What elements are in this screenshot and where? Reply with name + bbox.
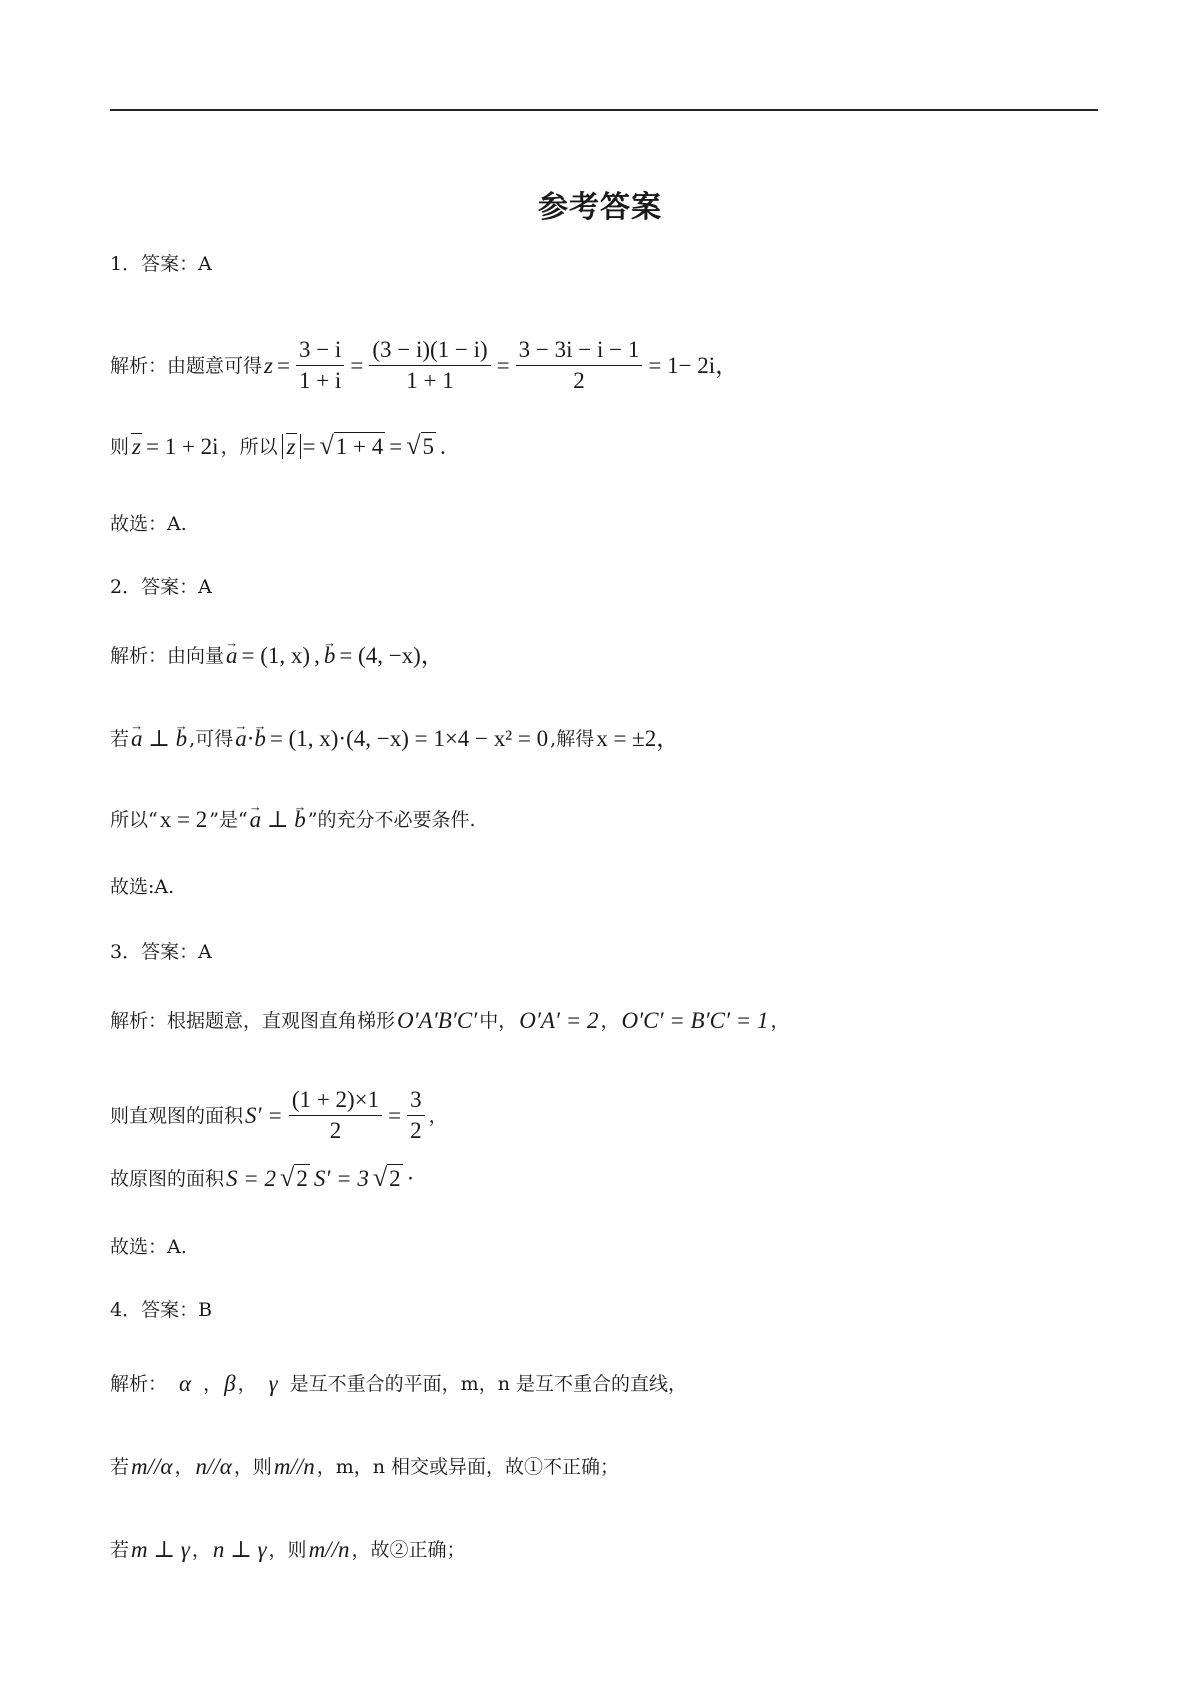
- q1-frac2: $\frac{(3 - i)(1 - i)}{1 + 1}$: [369, 335, 490, 396]
- q2-answer: 2．答案：A: [110, 576, 212, 598]
- q1-frac3: $\frac{3 - 3i - i - 1}{2}$: [516, 335, 643, 396]
- q1-result: = 1− 2i，: [648, 352, 739, 378]
- q2-line2-prefix: 若: [110, 728, 130, 750]
- q3-original-area-line: 故原图的面积 S = 2 √ 2 S′ = 3 √ 2 ·: [110, 1163, 415, 1192]
- q2-solution: x = ±2，: [596, 726, 680, 751]
- q2-analysis-line: 解析：由向量 → a = (1, x) , → b = (4, −x)，: [110, 642, 446, 670]
- q4-case2-line: 若 m ⊥ γ ， n ⊥ γ ，则 m//n ，故②正确；: [110, 1537, 466, 1562]
- q1-analysis-line: 解析：由题意可得 z = $\frac{3 - i}{1 + i}$ = $\frac{(3 - i)(1 - i)}{1 + 1}$ = $\frac{3 - 3i - i - 1}{2}$ = 1− 2i，: [110, 335, 740, 396]
- q3-oa: O′A′ = 2: [519, 1008, 599, 1033]
- q3-trapezoid: O′A′B′C′: [397, 1008, 478, 1033]
- q2-dot-line: 若 → a ⊥ → b ,可得 → a·→ b = (1, x)·(4, −x) = 1×4 − x² = 0 ,解得 x = ±2，: [110, 725, 681, 753]
- q1-line2-mid: ，所以: [220, 435, 278, 458]
- q3-frac2: $\frac{3}{2}$: [407, 1085, 425, 1146]
- q3-answer: 3．答案：A: [110, 941, 212, 963]
- q1-conclusion: 故选：A.: [110, 513, 187, 535]
- q2-vec-a: = (1, x): [241, 643, 311, 668]
- q1-z: z: [264, 352, 273, 378]
- q2-line2-suffix: ,解得: [550, 728, 595, 750]
- q4-case1-line: 若 m//α ， n//α ，则 m//n ，m，n 相交或异面，故①不正确；: [110, 1454, 620, 1479]
- q2-condition-line: 所以“ x = 2 ”是“ → a ⊥ → b ”的充分不必要条件.: [110, 806, 476, 834]
- q4-analysis-line: 解析： α ， β ， γ 是互不重合的平面，m，n 是互不重合的直线，: [110, 1371, 687, 1396]
- q1-line2-prefix: 则: [110, 435, 130, 458]
- q3-s-prime: S′ =: [245, 1102, 283, 1128]
- header-rule: [110, 109, 1098, 111]
- q1-analysis-prefix: 解析：由题意可得: [110, 354, 263, 377]
- q1-sqrt-1-4: √ 1 + 4: [319, 431, 384, 460]
- q3-sqrt2-a: √ 2: [280, 1163, 308, 1192]
- q4-gamma: γ: [268, 1371, 278, 1396]
- q2-dot-product: = (1, x)·(4, −x) = 1×4 − x² = 0: [269, 726, 549, 751]
- page-title: 参考答案: [538, 190, 662, 225]
- q2-analysis-prefix: 解析：由向量: [110, 645, 225, 667]
- q3-analysis-line: 解析：根据题意，直观图直角梯形 O′A′B′C′ 中， O′A′ = 2 ， O′C′ = B′C′ = 1 ，: [110, 1008, 790, 1033]
- q1-conjugate: = 1 + 2i: [145, 433, 219, 459]
- q3-oc-bc: O′C′ = B′C′ = 1: [621, 1008, 769, 1033]
- q4-beta: β: [224, 1371, 236, 1396]
- q4-alpha: α: [179, 1371, 192, 1396]
- q2-line2-mid: ,可得: [189, 728, 234, 750]
- q1-answer: 1．答案：A: [110, 253, 212, 275]
- q1-modulus-line: 则 z = 1 + 2i ，所以 z = √ 1 + 4 = √ 5 .: [110, 431, 446, 460]
- q3-frac1: $\frac{(1 + 2)\times 1}{2}$: [289, 1085, 382, 1146]
- q4-answer: 4．答案：B: [110, 1299, 213, 1321]
- q3-sqrt2-b: √ 2: [372, 1163, 401, 1192]
- q1-sqrt-5: √ 5: [406, 431, 435, 460]
- q2-conclusion: 故选:A.: [110, 876, 175, 898]
- q3-area-line: 则直观图的面积 S′ = $\frac{(1 + 2)\times 1}{2}$ = $\frac{3}{2}$ ，: [110, 1085, 448, 1146]
- q2-vec-b: = (4, −x)，: [339, 643, 444, 668]
- q3-conclusion: 故选：A.: [110, 1236, 187, 1258]
- q2-x-eq-2: x = 2: [159, 807, 208, 832]
- q1-frac1: $\frac{3 - i}{1 + i}$: [296, 335, 344, 396]
